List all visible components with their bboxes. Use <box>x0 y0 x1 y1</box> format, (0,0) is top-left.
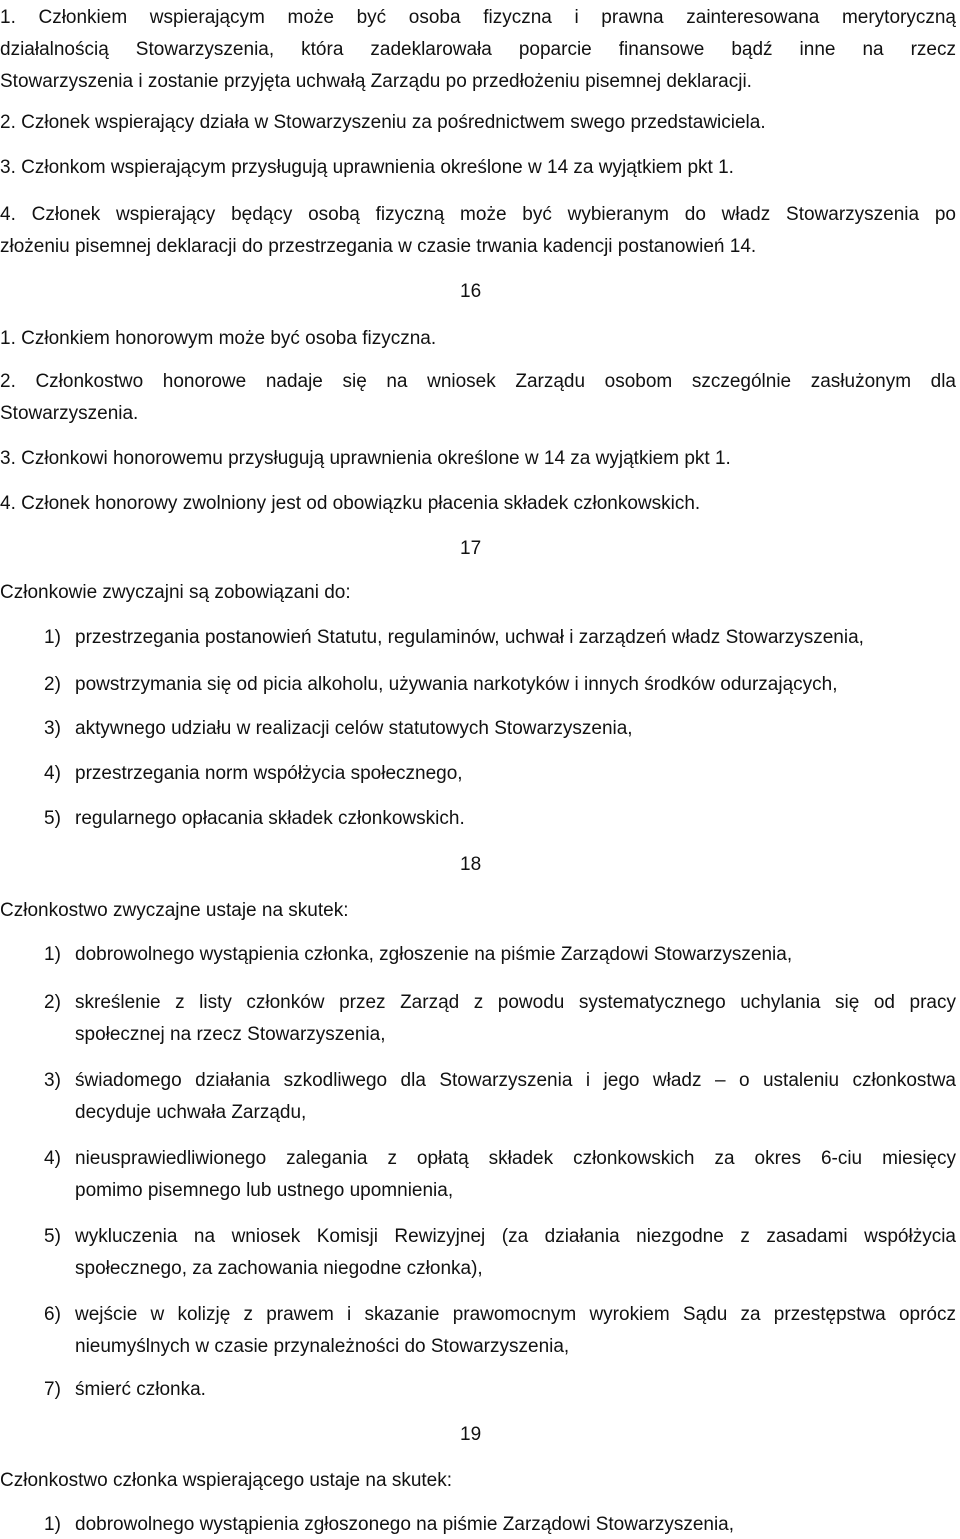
list-text: nieusprawiedliwionego zalegania z opłatą składek członkowskich za okres 6-ciu miesięcy <box>75 1148 956 1169</box>
list-number: 7) <box>44 1379 61 1400</box>
text-line: 2. Członkostwo honorowe nadaje się na wniosek Zarządu osobom szczególnie zasłużonym dla <box>0 371 956 392</box>
list-item <box>44 1512 956 1538</box>
list-text: powstrzymania się od picia alkoholu, używania narkotyków i innych środków odurzających, <box>75 674 838 695</box>
section-heading-17: 17 <box>460 538 482 559</box>
list-text-continued: decyduje uchwała Zarządu, <box>75 1102 307 1123</box>
text-line: działalnością Stowarzyszenia, która zadeklarowała poparcie finansowe bądź inne na rzecz <box>0 39 956 60</box>
section-heading-18: 18 <box>460 854 482 875</box>
list-item <box>44 1377 956 1403</box>
list-number: 2) <box>44 674 61 695</box>
list-number: 3) <box>44 1070 61 1091</box>
list-item <box>44 942 956 968</box>
section-17-intro: Członkowie zwyczajni są zobowiązani do: <box>0 582 351 603</box>
list-item <box>44 716 956 742</box>
paragraph-16-2 <box>0 366 956 430</box>
list-number: 1) <box>44 1514 61 1535</box>
list-number: 5) <box>44 1226 61 1247</box>
list-number: 6) <box>44 1304 61 1325</box>
list-text: aktywnego udziału w realizacji celów statutowych Stowarzyszenia, <box>75 718 633 739</box>
list-item <box>44 1221 956 1279</box>
text-line: 1. Członkiem wspierającym może być osoba fizyczna i prawna zainteresowana merytoryczną <box>0 7 956 28</box>
section-heading-19: 19 <box>460 1424 482 1445</box>
list-item <box>44 806 956 832</box>
list-text: regularnego opłacania składek członkowskich. <box>75 808 465 829</box>
list-text-continued: społecznej na rzecz Stowarzyszenia, <box>75 1024 386 1045</box>
list-number: 4) <box>44 763 61 784</box>
list-text: wykluczenia na wniosek Komisji Rewizyjnej (za działania niezgodne z zasadami współżycia <box>75 1226 956 1247</box>
paragraph-15-1 <box>0 2 956 98</box>
section-18-intro: Członkostwo zwyczajne ustaje na skutek: <box>0 900 349 921</box>
section-heading-16: 16 <box>460 281 482 302</box>
list-number: 2) <box>44 992 61 1013</box>
paragraph-16-4: 4. Członek honorowy zwolniony jest od obowiązku płacenia składek członkowskich. <box>0 493 701 514</box>
paragraph-15-3: 3. Członkom wspierającym przysługują uprawnienia określone w 14 za wyjątkiem pkt 1. <box>0 157 734 178</box>
list-number: 1) <box>44 944 61 965</box>
list-item <box>44 1299 956 1357</box>
section-19-intro: Członkostwo członka wspierającego ustaje na skutek: <box>0 1470 453 1491</box>
list-number: 1) <box>44 627 61 648</box>
list-text-continued: nieumyślnych w czasie przynależności do Stowarzyszenia, <box>75 1336 570 1357</box>
list-text: świadomego działania szkodliwego dla Stowarzyszenia i jego władz – o ustaleniu członkostwa <box>75 1070 956 1091</box>
list-item <box>44 761 956 787</box>
text-line: 4. Członek wspierający będący osobą fizyczną może być wybieranym do władz Stowarzyszenia po <box>0 204 956 225</box>
list-item <box>44 1065 956 1123</box>
list-text-continued: społecznego, za zachowania niegodne członka), <box>75 1258 483 1279</box>
list-item <box>44 987 956 1045</box>
list-text: dobrowolnego wystąpienia zgłoszonego na piśmie Zarządowi Stowarzyszenia, <box>75 1514 735 1535</box>
list-item <box>44 1143 956 1201</box>
list-number: 4) <box>44 1148 61 1169</box>
list-text: wejście w kolizję z prawem i skazanie prawomocnym wyrokiem Sądu za przestępstwa oprócz <box>75 1304 956 1325</box>
list-number: 5) <box>44 808 61 829</box>
text-line: złożeniu pisemnej deklaracji do przestrzegania w czasie trwania kadencji postanowień 14. <box>0 236 757 257</box>
list-text: śmierć członka. <box>75 1379 206 1400</box>
paragraph-16-1: 1. Członkiem honorowym może być osoba fizyczna. <box>0 328 437 349</box>
list-item <box>44 625 956 651</box>
paragraph-15-4 <box>0 199 956 263</box>
list-text: skreślenie z listy członków przez Zarząd z powodu systematycznego uchylania się od pracy <box>75 992 956 1013</box>
list-text: przestrzegania norm współżycia społecznego, <box>75 763 463 784</box>
text-line: Stowarzyszenia. <box>0 403 139 424</box>
list-text-continued: pomimo pisemnego lub ustnego upomnienia, <box>75 1180 454 1201</box>
text-line: Stowarzyszenia i zostanie przyjęta uchwałą Zarządu po przedłożeniu pisemnej deklaracji. <box>0 71 752 92</box>
list-number: 3) <box>44 718 61 739</box>
paragraph-16-3: 3. Członkowi honorowemu przysługują uprawnienia określone w 14 za wyjątkiem pkt 1. <box>0 448 731 469</box>
list-text: przestrzegania postanowień Statutu, regulaminów, uchwał i zarządzeń władz Stowarzyszenia, <box>75 627 864 648</box>
list-item <box>44 672 956 698</box>
list-text: dobrowolnego wystąpienia członka, zgłoszenie na piśmie Zarządowi Stowarzyszenia, <box>75 944 793 965</box>
paragraph-15-2: 2. Członek wspierający działa w Stowarzyszeniu za pośrednictwem swego przedstawiciela. <box>0 112 766 133</box>
